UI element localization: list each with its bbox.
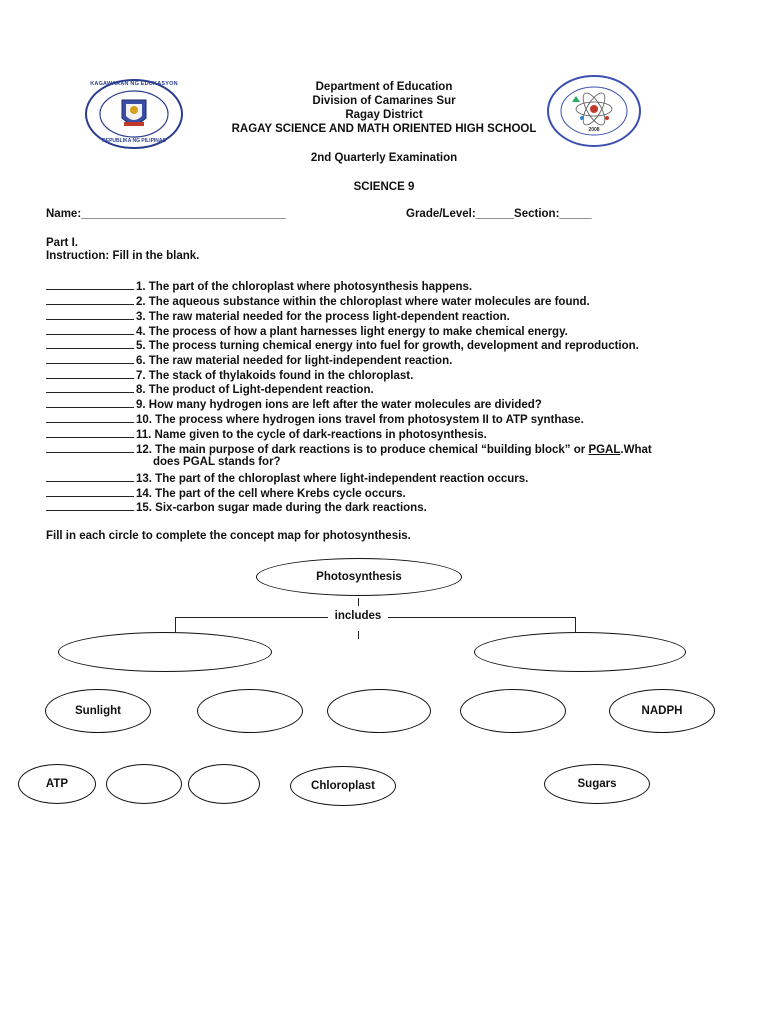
answer-blank[interactable] <box>46 309 134 320</box>
question-4 <box>46 324 568 338</box>
connector-line <box>358 631 359 639</box>
node-blank-6[interactable] <box>106 764 182 804</box>
node-label: Chloroplast <box>311 780 375 792</box>
question-12 <box>46 442 652 456</box>
question-3 <box>46 309 510 323</box>
node-sugars <box>544 764 650 804</box>
part1-instruction: Instruction: Fill in the blank. <box>46 250 200 262</box>
question-6 <box>46 353 452 367</box>
deped-seal-top-text: KAGAWARAN NG EDUKASYON <box>90 81 178 87</box>
node-blank-3[interactable] <box>197 689 303 733</box>
answer-blank[interactable] <box>46 486 134 497</box>
question-2 <box>46 294 590 308</box>
question-text: 6. The raw material needed for light-independent reaction. <box>136 355 453 367</box>
node-label: NADPH <box>641 705 683 717</box>
district-title: Ragay District <box>345 109 423 121</box>
node-label: Sugars <box>577 778 617 790</box>
connector-line <box>575 617 576 632</box>
answer-blank[interactable] <box>46 324 134 335</box>
part1-title: Part I. <box>46 237 78 249</box>
node-nadph <box>609 689 715 733</box>
answer-blank[interactable] <box>46 500 134 511</box>
question-7 <box>46 368 413 382</box>
answer-blank[interactable] <box>46 427 134 438</box>
question-text: 13. The part of the chloroplast where light-independent reaction occurs. <box>136 473 529 485</box>
answer-blank[interactable] <box>46 442 134 453</box>
answer-blank[interactable] <box>46 471 134 482</box>
answer-blank[interactable] <box>46 368 134 379</box>
question-12-continued: does PGAL stands for? <box>153 456 281 468</box>
answer-blank[interactable] <box>46 397 134 408</box>
node-atp <box>18 764 96 804</box>
node-blank-7[interactable] <box>188 764 260 804</box>
question-5 <box>46 338 639 352</box>
connector-line <box>358 598 359 606</box>
question-10 <box>46 412 584 426</box>
subject-title: SCIENCE 9 <box>353 181 415 193</box>
grade-section-field[interactable]: Grade/Level:______Section:_____ <box>406 208 592 220</box>
question-text: 2. The aqueous substance within the chloroplast where water molecules are found. <box>136 296 590 308</box>
node-blank-5[interactable] <box>460 689 566 733</box>
concept-map-instruction: Fill in each circle to complete the concept map for photosynthesis. <box>46 530 411 542</box>
question-8 <box>46 382 374 396</box>
question-text: 4. The process of how a plant harnesses light energy to make chemical energy. <box>136 326 568 338</box>
answer-blank[interactable] <box>46 353 134 364</box>
question-13 <box>46 471 528 485</box>
node-blank-left-reaction[interactable] <box>58 632 272 672</box>
school-title: RAGAY SCIENCE AND MATH ORIENTED HIGH SCHOOL <box>231 123 537 135</box>
division-title: Division of Camarines Sur <box>312 95 456 107</box>
question-15 <box>46 500 427 514</box>
question-text: 3. The raw material needed for the process light-dependent reaction. <box>136 311 510 323</box>
answer-blank[interactable] <box>46 412 134 423</box>
question-1 <box>46 279 472 293</box>
question-text: 1. The part of the chloroplast where photosynthesis happens. <box>136 281 473 293</box>
answer-blank[interactable] <box>46 279 134 290</box>
answer-blank[interactable] <box>46 338 134 349</box>
question-text-tail: .What <box>620 444 652 456</box>
node-label: ATP <box>45 778 69 790</box>
answer-blank[interactable] <box>46 382 134 393</box>
node-photosynthesis <box>256 558 462 596</box>
deped-seal-bottom-text: REPUBLIKA NG PILIPINAS <box>102 138 166 144</box>
answer-blank[interactable] <box>46 294 134 305</box>
question-text: 15. Six-carbon sugar made during the dark reactions. <box>136 502 427 514</box>
node-label: Sunlight <box>75 705 121 717</box>
question-text: 14. The part of the cell where Krebs cycle occurs. <box>136 488 406 500</box>
question-text: 8. The product of Light-dependent reaction. <box>136 384 374 396</box>
question-9 <box>46 397 542 411</box>
node-blank-right-reaction[interactable] <box>474 632 686 672</box>
connector-label-includes: includes <box>328 610 388 622</box>
pgal-underlined: PGAL <box>588 444 621 456</box>
connector-line <box>175 617 176 632</box>
name-field[interactable]: Name:________________________________ <box>46 208 286 220</box>
node-label: Photosynthesis <box>316 571 402 583</box>
school-seal-year: 2008 <box>588 127 600 133</box>
question-text: 11. Name given to the cycle of dark-reactions in photosynthesis. <box>136 429 487 441</box>
question-text: 12. The main purpose of dark reactions is to produce chemical “building block” or <box>136 444 586 456</box>
node-chloroplast <box>290 766 396 806</box>
node-blank-4[interactable] <box>327 689 431 733</box>
question-14 <box>46 486 406 500</box>
question-text: 5. The process turning chemical energy into fuel for growth, development and reproduction. <box>136 340 639 352</box>
exam-title: 2nd Quarterly Examination <box>310 152 458 164</box>
question-11 <box>46 427 487 441</box>
dept-title: Department of Education <box>315 81 453 93</box>
question-text: 7. The stack of thylakoids found in the chloroplast. <box>136 370 414 382</box>
question-text: 9. How many hydrogen ions are left after the water molecules are divided? <box>136 399 542 411</box>
node-sunlight <box>45 689 151 733</box>
question-text: 10. The process where hydrogen ions travel from photosystem II to ATP synthase. <box>136 414 584 426</box>
